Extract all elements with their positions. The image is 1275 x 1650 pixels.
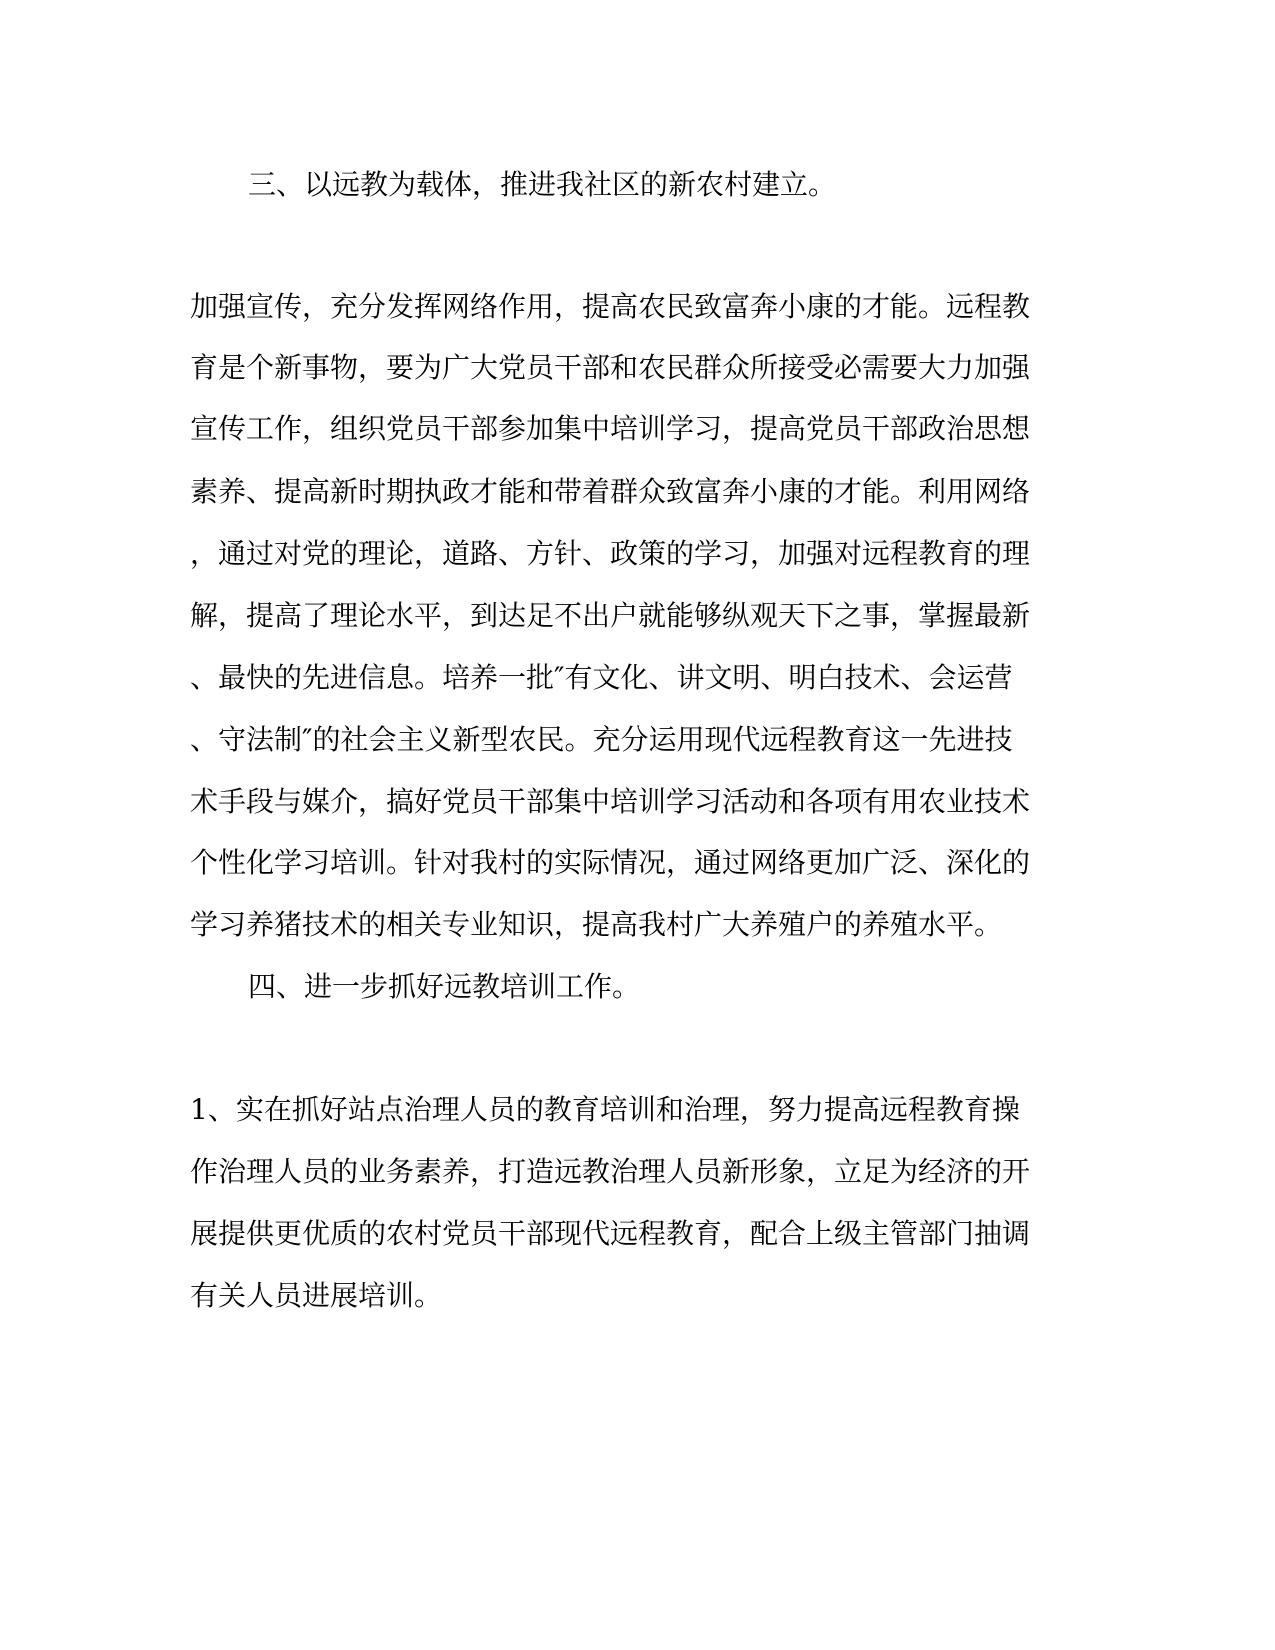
paragraph-line: ，通过对党的理论，道路、方针、政策的学习，加强对远程教育的理 (190, 537, 1031, 570)
paragraph-line: 素养、提高新时期执政才能和带着群众致富奔小康的才能。利用网络 (190, 475, 1031, 508)
paragraph-line: 解，提高了理论水平，到达足不出户就能够纵观天下之事，掌握最新 (190, 599, 1031, 632)
paragraph-line: 、最快的先进信息。培养一批″有文化、讲文明、明白技术、会运营 (190, 661, 1013, 694)
paragraph-line: 育是个新事物，要为广大党员干部和农民群众所接受必需要大力加强 (190, 351, 1031, 384)
paragraph-line: 个性化学习培训。针对我村的实际情况，通过网络更加广泛、深化的 (190, 846, 1031, 879)
section-heading-4: 四、进一步抓好远教培训工作。 (248, 970, 641, 1003)
paragraph-line: 、守法制″的社会主义新型农民。充分运用现代远程教育这一先进技 (190, 723, 1013, 756)
paragraph-line: 加强宣传，充分发挥网络作用，提高农民致富奔小康的才能。远程教 (190, 290, 1031, 323)
list-item-line: 展提供更优质的农村党员干部现代远程教育，配合上级主管部门抽调 (190, 1217, 1031, 1250)
paragraph-line: 术手段与媒介，搞好党员干部集中培训学习活动和各项有用农业技术 (190, 785, 1031, 818)
list-item-line: 作治理人员的业务素养，打造远教治理人员新形象，立足为经济的开 (190, 1155, 1031, 1188)
list-item-line: 有关人员进展培训。 (190, 1279, 443, 1312)
section-heading-3: 三、以远教为载体，推进我社区的新农村建立。 (248, 168, 837, 201)
paragraph-line: 学习养猪技术的相关专业知识，提高我村广大养殖户的养殖水平。 (190, 908, 1003, 941)
list-item-line: 1、实在抓好站点治理人员的教育培训和治理，努力提高远程教育操 (190, 1093, 1020, 1126)
paragraph-line: 宣传工作，组织党员干部参加集中培训学习，提高党员干部政治思想 (190, 412, 1031, 445)
